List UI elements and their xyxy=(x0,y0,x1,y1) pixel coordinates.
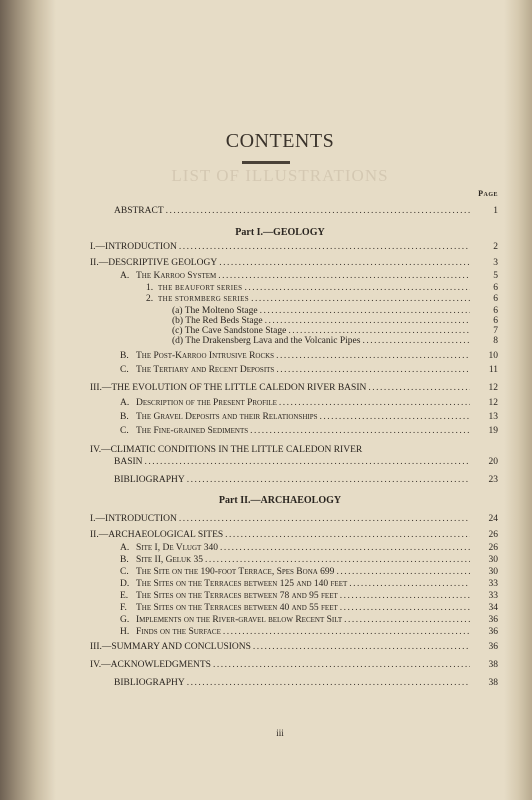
toc-subentry[interactable]: F. The Sites on the Terraces between 40 and 55 feet ..... 34 xyxy=(56,602,504,614)
show-through-text: LIST OF ILLUSTRATIONS xyxy=(171,166,389,185)
toc-entry[interactable]: IV.—ACKNOWLEDGMENTS ..... 38 xyxy=(56,659,504,671)
toc-subentry[interactable]: 1. THE BEAUFORT SERIES ..... 6 xyxy=(56,282,504,294)
toc-subentry[interactable]: A. Site I, De Vlugt 340 ..... 26 xyxy=(56,542,504,554)
toc-entry[interactable]: I.—INTRODUCTION ..... 2 xyxy=(56,241,504,253)
toc-subentry[interactable]: (b) The Red Beds Stage ..... 6 xyxy=(56,315,504,327)
toc-subentry[interactable]: (a) The Molteno Stage ..... 6 xyxy=(56,305,504,317)
toc-entry[interactable]: II.—ARCHAEOLOGICAL SITES ..... 26 xyxy=(56,529,504,541)
book-gutter xyxy=(0,0,56,800)
contents-page xyxy=(56,0,504,800)
toc-subentry[interactable]: (c) The Cave Sandstone Stage ..... 7 xyxy=(56,325,504,337)
toc-entry-abstract[interactable]: ABSTRACT ..... 1 xyxy=(56,205,504,217)
page-number: iii xyxy=(276,728,284,738)
page-title: CONTENTS xyxy=(225,130,335,152)
toc-subentry[interactable]: A. The Karroo System ..... 5 xyxy=(56,270,504,282)
toc-subentry[interactable]: C. The Fine-grained Sediments ..... 19 xyxy=(56,425,504,437)
page-column-header: Page xyxy=(478,189,498,198)
toc-subentry[interactable]: D. The Sites on the Terraces between 125 and 140 feet ..... 33 xyxy=(56,578,504,590)
toc-subentry[interactable]: 2. THE STORMBERG SERIES ..... 6 xyxy=(56,293,504,305)
page-edge xyxy=(504,0,532,800)
toc-entry[interactable]: II.—DESCRIPTIVE GEOLOGY ..... 3 xyxy=(56,257,504,269)
toc-entry-bibliography[interactable]: BIBLIOGRAPHY ..... 23 xyxy=(56,474,504,486)
part-heading-archaeology: Part II.—ARCHAEOLOGY xyxy=(218,495,342,506)
toc-entry-line1: IV.—CLIMATIC CONDITIONS IN THE LITTLE CALEDON RIVER xyxy=(90,445,363,455)
toc-subentry[interactable]: B. The Gravel Deposits and their Relationships ..... 13 xyxy=(56,411,504,423)
toc-subentry[interactable]: (d) The Drakensberg Lava and the Volcanic Pipes ..... 8 xyxy=(56,335,504,347)
toc-entry-bibliography[interactable]: BIBLIOGRAPHY ..... 38 xyxy=(56,677,504,689)
toc-subentry[interactable]: E. The Sites on the Terraces between 78 and 95 feet ..... 33 xyxy=(56,590,504,602)
toc-subentry[interactable]: C. The Site on the 190-foot Terrace, Spes Bona 699 ..... 30 xyxy=(56,566,504,578)
toc-subentry[interactable]: C. The Tertiary and Recent Deposits ..... 11 xyxy=(56,364,504,376)
toc-entry[interactable]: III.—SUMMARY AND CONCLUSIONS ..... 36 xyxy=(56,641,504,653)
title-rule xyxy=(242,161,290,164)
toc-subentry[interactable]: H. Finds on the Surface ..... 36 xyxy=(56,626,504,638)
toc-subentry[interactable]: B. The Post-Karroo Intrusive Rocks ..... 10 xyxy=(56,350,504,362)
toc-entry[interactable]: I.—INTRODUCTION ..... 24 xyxy=(56,513,504,525)
toc-subentry[interactable]: G. Implements on the River-gravel below Recent Silt ..... 36 xyxy=(56,614,504,626)
toc-subentry[interactable]: B. Site II, Geluk 35 ..... 30 xyxy=(56,554,504,566)
toc-subentry[interactable]: A. Description of the Present Profile ..... 12 xyxy=(56,397,504,409)
toc-entry[interactable]: III.—THE EVOLUTION OF THE LITTLE CALEDON RIVER BASIN ..... 12 xyxy=(56,382,504,394)
part-heading-geology: Part I.—GEOLOGY xyxy=(235,227,325,238)
toc-entry[interactable]: BASIN ..... 20 xyxy=(56,456,504,468)
